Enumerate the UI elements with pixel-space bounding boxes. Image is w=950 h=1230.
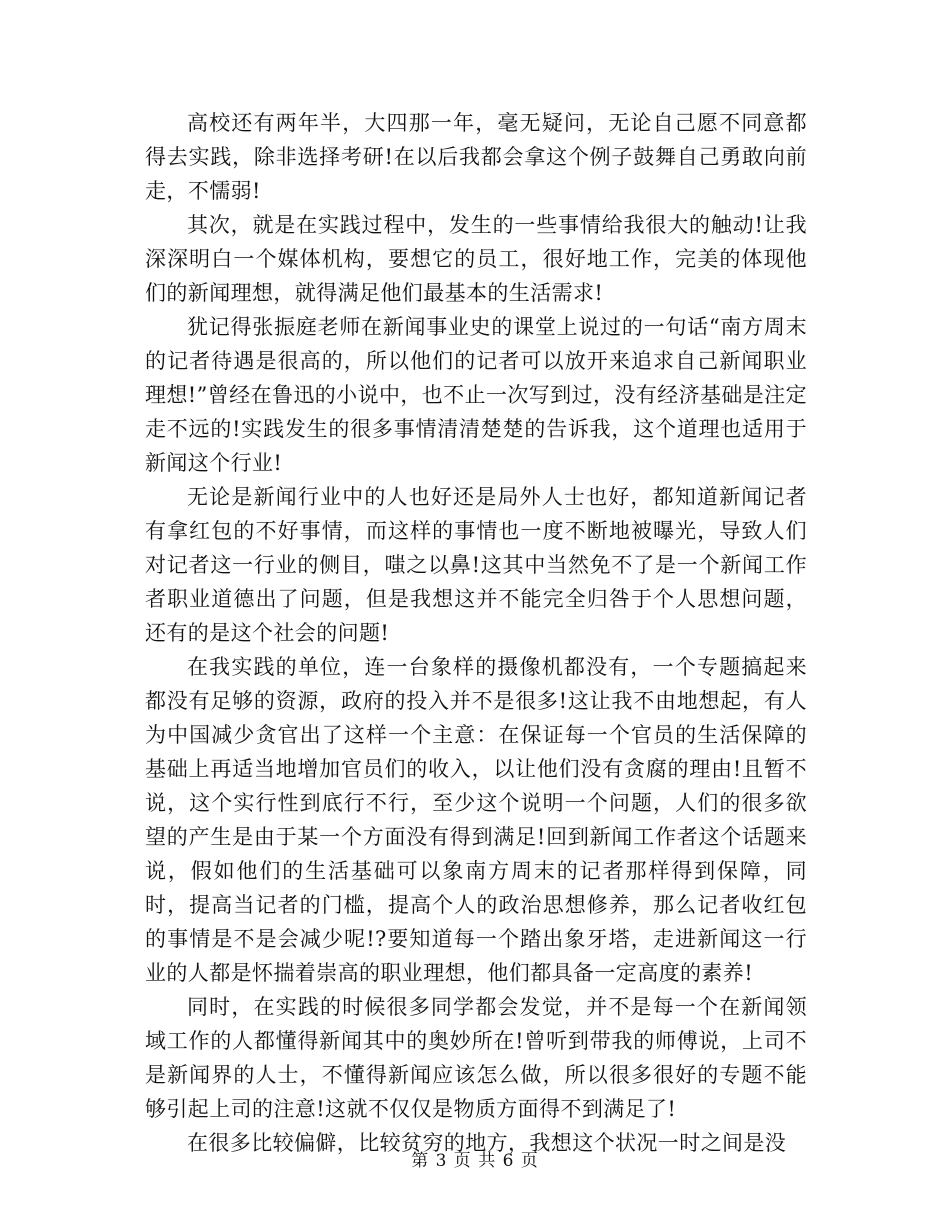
paragraph-2: 其次，就是在实践过程中，发生的一些事情给我很大的触动!让我深深明白一个媒体机构，要想它的员工，很好地工作，完美的体现他们的新闻理想，就得满足他们最基本的生活需求! (145, 213, 807, 305)
paragraph-6: 同时，在实践的时候很多同学都会发觉，并不是每一个在新闻领域工作的人都懂得新闻其中的奥妙所在!曾听到带我的师傅说，上司不是新闻界的人士，不懂得新闻应该怎么做，所以很多很好的专题不能够引起上司的注意!这就不仅仅是物质方面得不到满足了! (145, 995, 807, 1121)
paragraph-7: 在很多比较偏僻，比较贫穷的地方，我想这个状况一时之间是没 (187, 1131, 787, 1155)
page-number-footer: 第 3 页 共 6 页 (411, 1151, 539, 1171)
paragraph-5: 在我实践的单位，连一台象样的摄像机都没有，一个专题搞起来都没有足够的资源，政府的投入并不是很多!这让我不由地想起，有人为中国减少贪官出了这样一个主意：在保证每一个官员的生活保障的基础上再适当地增加官员们的收入，以让他们没有贪腐的理由!且暂不说，这个实行性到底行不行，至少这个说明一个问题，人们的很多欲望的产生是由于某一个方面没有得到满足!回到新闻工作者这个话题来说，假如他们的生活基础可以象南方周末的记者那样得到保障，同时，提高当记者的门槛，提高个人的政治思想修养，那么记者收红包的事情是不是会减少呢!?要知道每一个踏出象牙塔，走进新闻这一行业的人都是怀揣着崇高的职业理想，他们都具备一定高度的素养! (145, 655, 807, 985)
body-text (145, 106, 807, 1160)
paragraph-1: 高校还有两年半，大四那一年，毫无疑问，无论自己愿不同意都得去实践，除非选择考研!在以后我都会拿这个例子鼓舞自己勇敢向前走，不懦弱! (145, 111, 807, 203)
paragraph-3: 犹记得张振庭老师在新闻事业史的课堂上说过的一句话“南方周末的记者待遇是很高的，所以他们的记者可以放开来追求自己新闻职业理想!”曾经在鲁迅的小说中，也不止一次写到过，没有经济基础是注定走不远的!实践发生的很多事情清清楚楚的告诉我，这个道理也适用于新闻这个行业! (145, 315, 807, 475)
paragraph-4: 无论是新闻行业中的人也好还是局外人士也好，都知道新闻记者有拿红包的不好事情，而这样的事情也一度不断地被曝光，导致人们对记者这一行业的侧目，嗤之以鼻!这其中当然免不了是一个新闻工作者职业道德出了问题，但是我想这并不能完全归咎于个人思想问题，还有的是这个社会的问题! (145, 485, 807, 645)
